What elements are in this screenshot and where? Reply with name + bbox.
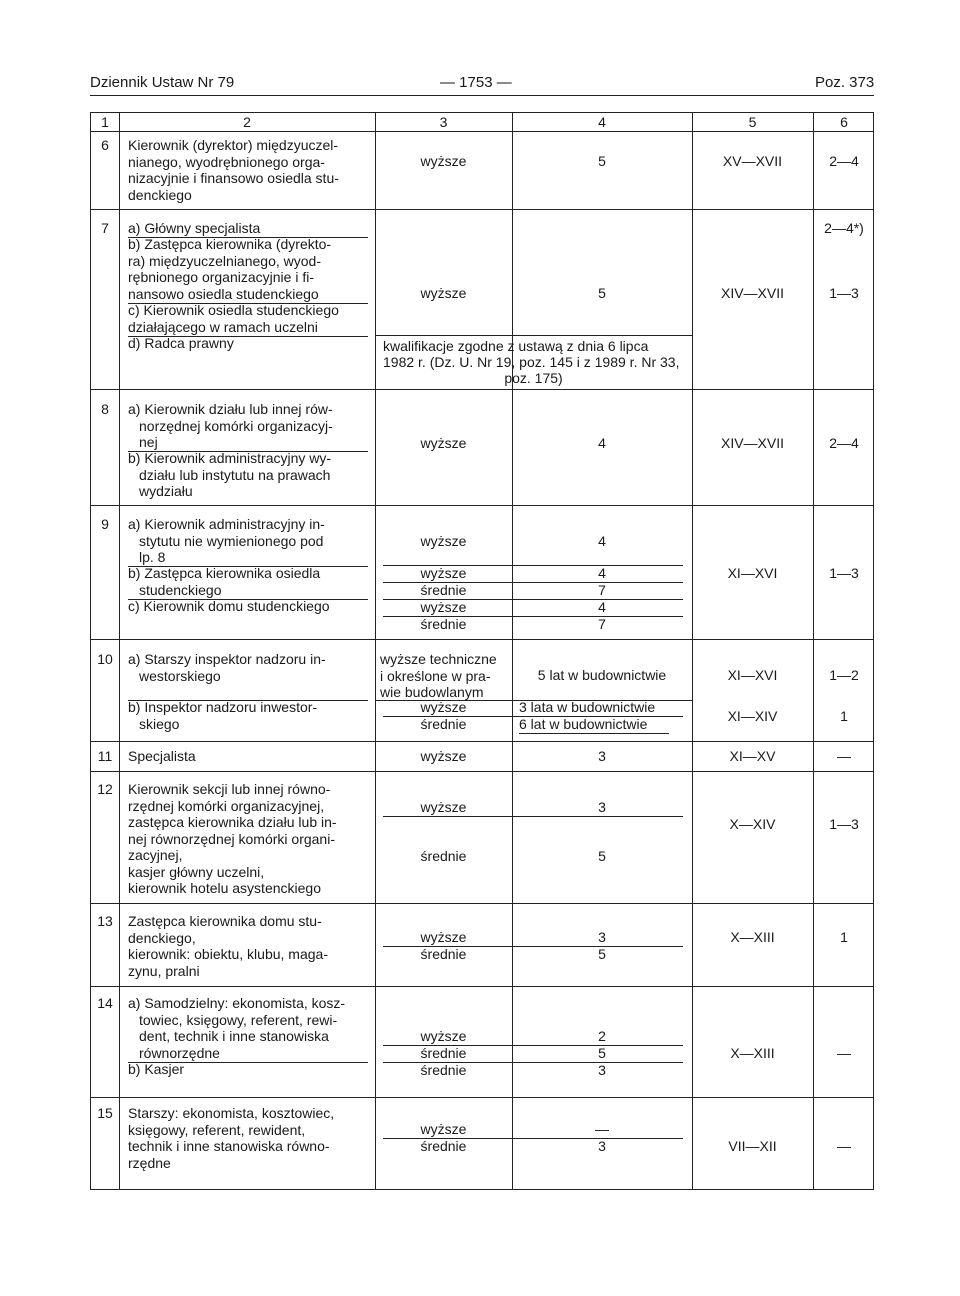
position-name: a) Starszy inspektor nadzoru in- (128, 651, 326, 667)
position-name: kierownik: obiektu, klubu, maga- (128, 946, 328, 962)
position-name: skiego (139, 715, 180, 732)
position-name: a) Kierownik działu lub innej rów- (128, 401, 333, 417)
education: wyższe (420, 435, 467, 451)
position-name: działu lub instytutu na prawach (139, 466, 331, 483)
position-name: księgowy, referent, rewident, (128, 1121, 306, 1138)
education: średnie (420, 848, 467, 864)
position-name: Kierownik (dyrektor) międzyuczel- (128, 137, 339, 153)
row-number: 7 (101, 220, 109, 236)
salary-grade: XIV—XVII (720, 285, 785, 301)
education: wyższe (420, 699, 467, 715)
col-header-1: 1 (101, 114, 109, 130)
years-experience: 4 (598, 599, 606, 615)
years-experience: 3 (598, 1138, 606, 1154)
bonus-range: 1 (840, 708, 848, 724)
position-name: a) Główny specjalista (128, 220, 261, 236)
row-divider (91, 903, 873, 904)
row-number: 15 (97, 1105, 113, 1121)
position-name: b) Kierownik administracyjny wy- (128, 450, 332, 466)
position-name: Specjalista (128, 748, 196, 764)
position-name: b) Zastępca kierownika (dyrekto- (128, 236, 332, 252)
education: średnie (420, 1138, 467, 1154)
bonus-range: 1 (840, 929, 848, 945)
position-name: Starszy: ekonomista, kosztowiec, (128, 1105, 335, 1121)
years-experience: 5 (598, 848, 606, 864)
position-name: rębnionego organizacyjnie i fi- (128, 269, 314, 285)
col-header-3: 3 (439, 114, 448, 130)
years-experience: 2 (598, 1028, 606, 1044)
salary-grade: XI—XV (729, 748, 776, 764)
row-number: 10 (97, 651, 113, 667)
bonus-range: 2—4*) (824, 220, 864, 236)
position-name: ra) międzyuczelnianego, wyod- (128, 252, 321, 269)
position-name: zacyjnej, (128, 847, 183, 863)
col-header-6: 6 (840, 114, 848, 130)
position-name: zastępca kierownika działu lub in- (128, 814, 337, 830)
education: średnie (420, 946, 467, 962)
years-experience: 4 (598, 533, 606, 549)
bonus-range: 1—3 (829, 816, 859, 832)
bonus-range: — (837, 1045, 851, 1061)
bonus-range: 1—3 (829, 285, 859, 301)
row-divider (91, 741, 873, 742)
position-name: kierownik hotelu asystenckiego (128, 880, 321, 896)
subitem-divider (128, 700, 368, 701)
years-experience: 3 (598, 799, 606, 815)
subitem-divider (375, 335, 692, 336)
row-divider (91, 986, 873, 987)
years-experience: 5 lat w budownictwie (537, 667, 667, 683)
years-experience: 4 (598, 435, 606, 451)
row-divider (91, 639, 873, 640)
page-number: — 1753 — (440, 74, 512, 91)
journal-title: Dziennik Ustaw Nr 79 (90, 74, 235, 91)
col-header-4: 4 (598, 114, 606, 130)
legal-qualification: poz. 175) (504, 370, 563, 386)
position-name: wydziału (139, 483, 193, 499)
years-experience: 4 (598, 565, 606, 581)
education: średnie (420, 1062, 467, 1078)
col-header-5: 5 (748, 114, 757, 130)
position-name: nansowo osiedla studenckiego (128, 285, 319, 302)
subitem-divider (383, 816, 683, 817)
row-number: 14 (97, 995, 113, 1011)
position-name: denckiego, (128, 929, 196, 946)
legal-qualification: 1982 r. (Dz. U. Nr 19, poz. 145 i z 1989 r. Nr 33, (383, 354, 680, 370)
bonus-range: 2—4 (829, 435, 859, 451)
position-name: b) Inspektor nadzoru inwestor- (128, 699, 318, 715)
position-name: Zastępca kierownika domu stu- (128, 913, 322, 929)
education: wyższe techniczne (380, 651, 497, 667)
salary-grade: X—XIII (730, 929, 775, 945)
years-experience: 3 (598, 748, 606, 764)
row-number: 9 (101, 516, 109, 532)
salary-table (90, 112, 874, 1190)
salary-grade: XV—XVII (722, 153, 783, 169)
years-experience: 3 (598, 929, 606, 945)
salary-grade: X—XIII (730, 1045, 775, 1061)
position-name: działającego w ramach uczelni (128, 318, 318, 335)
position-name: b) Kasjer (128, 1061, 185, 1077)
position-name: d) Radca prawny (128, 335, 234, 351)
position-name: stytutu nie wymienionego pod (139, 532, 324, 549)
bonus-range: 1—2 (829, 667, 859, 683)
row-divider (91, 771, 873, 772)
education: wyższe (420, 799, 467, 815)
position-name: nizacyjnie i finansowo osiedla stu- (128, 170, 339, 186)
bonus-range: — (837, 748, 851, 764)
position-number: Poz. 373 (815, 74, 875, 91)
row-divider (91, 209, 873, 210)
col-header-2: 2 (243, 114, 251, 130)
position-name: denckiego (128, 186, 192, 203)
education: średnie (420, 1045, 467, 1061)
position-name: nej (139, 434, 158, 450)
row-divider (91, 389, 873, 390)
education: wyższe (420, 1028, 467, 1044)
years-experience: 7 (598, 616, 606, 632)
salary-grade: XI—XIV (727, 708, 778, 724)
education: średnie (420, 716, 467, 732)
column-divider (119, 113, 120, 1189)
position-name: rzędne (128, 1154, 171, 1171)
years-experience: 5 (598, 153, 606, 169)
bonus-range: 1—3 (829, 565, 859, 581)
subitem-divider (519, 733, 669, 734)
years-experience: 6 lat w budownictwie (519, 716, 648, 732)
education: wyższe (420, 748, 467, 764)
column-divider (813, 113, 814, 1189)
row-divider (91, 1097, 873, 1098)
years-experience: 3 (598, 1062, 606, 1078)
row-number: 11 (97, 748, 113, 764)
years-experience: 5 (598, 946, 606, 962)
years-experience: 7 (598, 582, 606, 598)
position-name: zynu, pralni (128, 962, 200, 979)
position-name: równorzędne (139, 1044, 220, 1061)
position-name: b) Zastępca kierownika osiedla (128, 565, 321, 581)
salary-grade: XI—XVI (727, 667, 778, 683)
column-divider (692, 113, 693, 1189)
row-number: 8 (101, 401, 109, 417)
row-divider (91, 505, 873, 506)
education: średnie (420, 582, 467, 598)
row-number: 13 (97, 913, 113, 929)
education: wyższe (420, 285, 467, 301)
position-name: Kierownik sekcji lub innej równo- (128, 781, 331, 797)
education: wyższe (420, 929, 467, 945)
row-number: 12 (97, 781, 113, 797)
row-number: 6 (101, 137, 109, 153)
position-name: rzędnej komórki organizacyjnej, (128, 797, 325, 814)
years-experience: — (595, 1121, 609, 1137)
header-rule (90, 95, 874, 96)
position-name: kasjer główny uczelni, (128, 863, 265, 880)
position-name: lp. 8 (139, 549, 166, 565)
position-name: a) Samodzielny: ekonomista, kosz- (128, 995, 346, 1011)
salary-grade: VII—XII (728, 1138, 777, 1154)
years-experience: 5 (598, 1045, 606, 1061)
position-name: a) Kierownik administracyjny in- (128, 516, 325, 532)
education: wyższe (420, 599, 467, 615)
legal-qualification: kwalifikacje zgodne z ustawą z dnia 6 lipca (383, 338, 649, 354)
years-experience: 5 (598, 285, 606, 301)
education: wyższe (420, 533, 467, 549)
education: i określone w pra- (380, 667, 491, 684)
education: wyższe (420, 1121, 467, 1137)
position-name: nianego, wyodrębnionego orga- (128, 153, 325, 170)
bonus-range: — (837, 1138, 851, 1154)
salary-grade: XIV—XVII (720, 435, 785, 451)
position-name: dent, technik i inne stanowiska (139, 1028, 329, 1044)
position-name: towiec, księgowy, referent, rewi- (139, 1011, 338, 1028)
row-divider (91, 131, 873, 132)
education: wyższe (420, 153, 467, 169)
education: wyższe (420, 565, 467, 581)
education: wie budowlanym (380, 684, 484, 700)
years-experience: 3 lata w budownictwie (519, 699, 656, 715)
salary-grade: XI—XVI (727, 565, 778, 581)
position-name: nej równorzędnej komórki organi- (128, 830, 335, 847)
bonus-range: 2—4 (829, 153, 859, 169)
position-name: norzędnej komórki organizacyj- (139, 417, 333, 434)
salary-grade: X—XIV (729, 816, 776, 832)
position-name: studenckiego (139, 581, 222, 598)
position-name: technik i inne stanowiska równo- (128, 1138, 330, 1154)
position-name: c) Kierownik osiedla studenckiego (128, 302, 339, 318)
education: średnie (420, 616, 467, 632)
position-name: westorskiego (139, 667, 221, 684)
position-name: c) Kierownik domu studenckiego (128, 598, 330, 614)
